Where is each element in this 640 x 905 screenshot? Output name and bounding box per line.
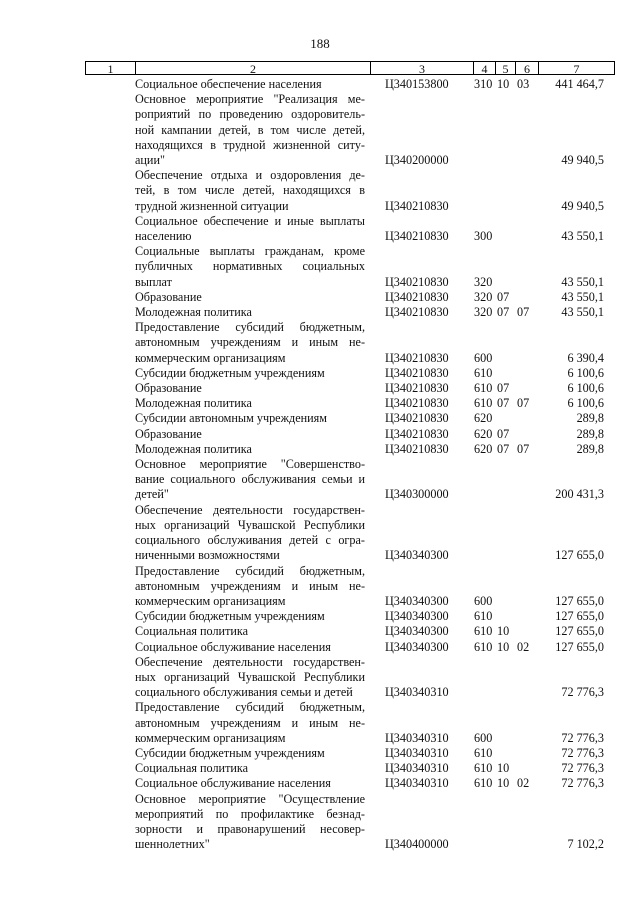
row-expense-type: 320 [474, 289, 493, 304]
row-name-line: автономным учреждениям и иным не- [135, 715, 365, 730]
budget-table [0, 77, 640, 852]
row-code: Ц340340300 [385, 548, 449, 563]
row-expense-type: 300 [474, 229, 493, 244]
row-name-line: Предоставление субсидий бюджетным, [135, 563, 365, 578]
row-name-line: ниченными возможностями [135, 548, 280, 563]
table-row [0, 290, 640, 305]
row-name-line: Предоставление субсидий бюджетным, [135, 320, 365, 335]
table-row [0, 411, 640, 426]
row-name [135, 503, 365, 564]
table-row [0, 746, 640, 761]
row-name-line: Обеспечение отдыха и оздоровления де- [135, 168, 365, 183]
row-name [135, 396, 365, 411]
row-name-line: Основное мероприятие "Совершенство- [135, 457, 365, 472]
row-code: Ц340340300 [385, 609, 449, 624]
row-name-line: трудной жизненной ситуации [135, 198, 289, 213]
row-name-line: коммерческим организациям [135, 350, 286, 365]
row-name-line: социального обслуживания семьи и детей [135, 685, 353, 700]
row-name-line: Основное мероприятие "Реализация ме- [135, 92, 365, 107]
row-sum: 43 550,1 [561, 289, 604, 304]
row-name-line: коммерческим организациям [135, 730, 286, 745]
row-sum: 127 655,0 [555, 624, 604, 639]
row-sum: 49 940,5 [561, 153, 604, 168]
column-header-4: 4 [473, 61, 495, 75]
page-number: 188 [310, 36, 330, 51]
row-name-line: Образование [135, 381, 202, 396]
table-row [0, 503, 640, 564]
row-expense-type: 320 [474, 305, 493, 320]
row-expense-type: 610 [474, 365, 493, 380]
row-code: Ц340340310 [385, 745, 449, 760]
row-name-line: находящихся в трудной жизненной ситу- [135, 137, 365, 152]
row-name-line: ных организаций Чувашской Республики [135, 669, 365, 684]
row-name-line: автономным учреждениям и иным не- [135, 578, 365, 593]
row-code: Ц340340310 [385, 776, 449, 791]
row-expense-type: 320 [474, 274, 493, 289]
row-expense-type: 610 [474, 624, 493, 639]
row-name [135, 427, 365, 442]
row-name-line: Обеспечение деятельности государствен- [135, 654, 365, 669]
row-name-line: Субсидии бюджетным учреждениям [135, 609, 325, 624]
row-section: 07 [497, 305, 510, 320]
row-sum: 43 550,1 [561, 305, 604, 320]
row-sum: 127 655,0 [555, 548, 604, 563]
row-name [135, 655, 365, 701]
row-expense-type: 600 [474, 593, 493, 608]
row-code: Ц340300000 [385, 487, 449, 502]
column-header-5: 5 [495, 61, 515, 75]
table-row [0, 792, 640, 853]
row-section: 10 [497, 639, 510, 654]
row-name-line: выплат [135, 274, 172, 289]
column-header-3: 3 [370, 61, 473, 75]
row-name-line: Социальные выплаты гражданам, кроме [135, 244, 365, 259]
row-name-line: Молодежная политика [135, 396, 252, 411]
row-name-line: шеннолетних" [135, 837, 210, 852]
table-row [0, 77, 640, 92]
row-name [135, 381, 365, 396]
table-row [0, 776, 640, 791]
row-name [135, 214, 365, 244]
row-code: Ц340210830 [385, 396, 449, 411]
row-name-line: Социальное обслуживание населения [135, 639, 331, 654]
row-expense-type: 600 [474, 350, 493, 365]
row-section: 07 [497, 396, 510, 411]
row-sum: 7 102,2 [567, 837, 604, 852]
row-expense-type: 620 [474, 426, 493, 441]
row-sum: 43 550,1 [561, 274, 604, 289]
row-name-line: Молодежная политика [135, 305, 252, 320]
row-expense-type: 620 [474, 441, 493, 456]
row-name [135, 305, 365, 320]
row-sum: 49 940,5 [561, 198, 604, 213]
row-name [135, 624, 365, 639]
row-name-line: социального обслуживания детей с огра- [135, 533, 365, 548]
row-expense-type: 610 [474, 396, 493, 411]
row-sum: 72 776,3 [561, 776, 604, 791]
row-name-line: коммерческим организациям [135, 593, 286, 608]
row-name-line: Обеспечение деятельности государствен- [135, 502, 365, 517]
table-row [0, 624, 640, 639]
column-header-7: 7 [538, 61, 615, 75]
row-name [135, 77, 365, 92]
row-name-line: детей" [135, 487, 169, 502]
row-sum: 127 655,0 [555, 609, 604, 624]
row-expense-type: 610 [474, 745, 493, 760]
row-sum: 200 431,3 [555, 487, 604, 502]
row-subsection: 07 [517, 441, 530, 456]
row-sum: 127 655,0 [555, 639, 604, 654]
row-name [135, 792, 365, 853]
row-sum: 72 776,3 [561, 730, 604, 745]
row-name-line: вание социального обслуживания семьи и [135, 472, 365, 487]
row-name-line: Предоставление субсидий бюджетным, [135, 700, 365, 715]
row-name-line: публичных нормативных социальных [135, 259, 365, 274]
row-name-line: Субсидии автономным учреждениям [135, 411, 327, 426]
table-row [0, 320, 640, 366]
row-name-line: Субсидии бюджетным учреждениям [135, 365, 325, 380]
row-code: Ц340340310 [385, 761, 449, 776]
column-header-6: 6 [515, 61, 538, 75]
row-code: Ц340210830 [385, 305, 449, 320]
row-section: 10 [497, 624, 510, 639]
row-sum: 43 550,1 [561, 229, 604, 244]
table-row [0, 396, 640, 411]
row-expense-type: 610 [474, 761, 493, 776]
row-name [135, 640, 365, 655]
row-name-line: Основное мероприятие "Осуществление [135, 791, 365, 806]
row-name [135, 92, 365, 168]
row-name-line: роприятий по проведению оздоровитель- [135, 107, 365, 122]
row-code: Ц340210830 [385, 411, 449, 426]
row-expense-type: 310 [474, 77, 493, 91]
row-name-line: ной кампании детей, в том числе детей, [135, 122, 365, 137]
table-row [0, 564, 640, 610]
table-row [0, 366, 640, 381]
row-code: Ц340340310 [385, 685, 449, 700]
row-section: 07 [497, 381, 510, 396]
row-section: 10 [497, 77, 510, 91]
row-name-line: зорности и правонарушений несовер- [135, 821, 365, 836]
table-row [0, 700, 640, 746]
row-name [135, 564, 365, 610]
row-code: Ц340210830 [385, 441, 449, 456]
table-row [0, 305, 640, 320]
row-name [135, 320, 365, 366]
row-sum: 289,8 [576, 426, 604, 441]
row-code: Ц340340310 [385, 730, 449, 745]
row-subsection: 07 [517, 396, 530, 411]
row-name-line: тей, в том числе детей, находящихся в [135, 183, 365, 198]
row-code: Ц340210830 [385, 289, 449, 304]
row-section: 07 [497, 289, 510, 304]
row-name [135, 700, 365, 746]
row-name [135, 776, 365, 791]
row-section: 07 [497, 441, 510, 456]
table-row [0, 244, 640, 290]
row-code: Ц340210830 [385, 274, 449, 289]
row-name [135, 761, 365, 776]
row-code: Ц340153800 [385, 77, 449, 91]
row-sum: 6 100,6 [567, 396, 604, 411]
row-name-line: Субсидии бюджетным учреждениям [135, 745, 325, 760]
row-name-line: ации" [135, 153, 165, 168]
row-sum: 127 655,0 [555, 593, 604, 608]
row-name-line: Социальное обеспечение и иные выплаты [135, 213, 365, 228]
row-code: Ц340340300 [385, 639, 449, 654]
table-row [0, 655, 640, 701]
row-name [135, 411, 365, 426]
table-row [0, 609, 640, 624]
row-expense-type: 610 [474, 639, 493, 654]
row-name [135, 609, 365, 624]
row-expense-type: 600 [474, 730, 493, 745]
row-section: 10 [497, 761, 510, 776]
row-code: Ц340210830 [385, 365, 449, 380]
row-sum: 441 464,7 [555, 77, 604, 91]
row-sum: 72 776,3 [561, 745, 604, 760]
row-expense-type: 610 [474, 776, 493, 791]
row-code: Ц340340300 [385, 624, 449, 639]
row-name-line: Социальная политика [135, 624, 249, 639]
row-subsection: 02 [517, 776, 530, 791]
row-name [135, 168, 365, 214]
table-row [0, 457, 640, 503]
row-sum: 72 776,3 [561, 761, 604, 776]
row-name [135, 366, 365, 381]
row-code: Ц340210830 [385, 426, 449, 441]
row-name-line: Молодежная политика [135, 441, 252, 456]
column-header-2: 2 [135, 61, 370, 75]
row-name [135, 290, 365, 305]
row-code: Ц340200000 [385, 153, 449, 168]
row-name-line: населению [135, 229, 192, 244]
row-code: Ц340340300 [385, 593, 449, 608]
row-subsection: 03 [517, 77, 530, 91]
row-name [135, 457, 365, 503]
row-name [135, 442, 365, 457]
row-name-line: мероприятий по профилактике безнад- [135, 806, 365, 821]
row-code: Ц340210830 [385, 381, 449, 396]
row-name-line: Социальное обслуживание населения [135, 776, 331, 791]
row-code: Ц340210830 [385, 198, 449, 213]
table-row [0, 442, 640, 457]
table-row [0, 640, 640, 655]
row-expense-type: 620 [474, 411, 493, 426]
row-sum: 6 390,4 [567, 350, 604, 365]
row-sum: 289,8 [576, 441, 604, 456]
row-section: 07 [497, 426, 510, 441]
row-code: Ц340400000 [385, 837, 449, 852]
row-expense-type: 610 [474, 381, 493, 396]
row-subsection: 02 [517, 639, 530, 654]
row-name-line: ных организаций Чувашской Республики [135, 517, 365, 532]
row-name-line: Образование [135, 426, 202, 441]
row-name [135, 746, 365, 761]
row-code: Ц340210830 [385, 229, 449, 244]
table-row [0, 761, 640, 776]
row-subsection: 07 [517, 305, 530, 320]
table-row [0, 214, 640, 244]
row-name-line: Социальная политика [135, 761, 249, 776]
row-sum: 6 100,6 [567, 381, 604, 396]
row-sum: 72 776,3 [561, 685, 604, 700]
row-name-line: Образование [135, 289, 202, 304]
table-row [0, 427, 640, 442]
row-name-line: Социальное обеспечение населения [135, 77, 322, 91]
table-row [0, 381, 640, 396]
column-header-1: 1 [85, 61, 135, 75]
row-section: 10 [497, 776, 510, 791]
row-name [135, 244, 365, 290]
row-code: Ц340210830 [385, 350, 449, 365]
row-sum: 289,8 [576, 411, 604, 426]
table-row [0, 168, 640, 214]
table-row [0, 92, 640, 168]
row-sum: 6 100,6 [567, 365, 604, 380]
row-name-line: автономным учреждениям и иным не- [135, 335, 365, 350]
row-expense-type: 610 [474, 609, 493, 624]
